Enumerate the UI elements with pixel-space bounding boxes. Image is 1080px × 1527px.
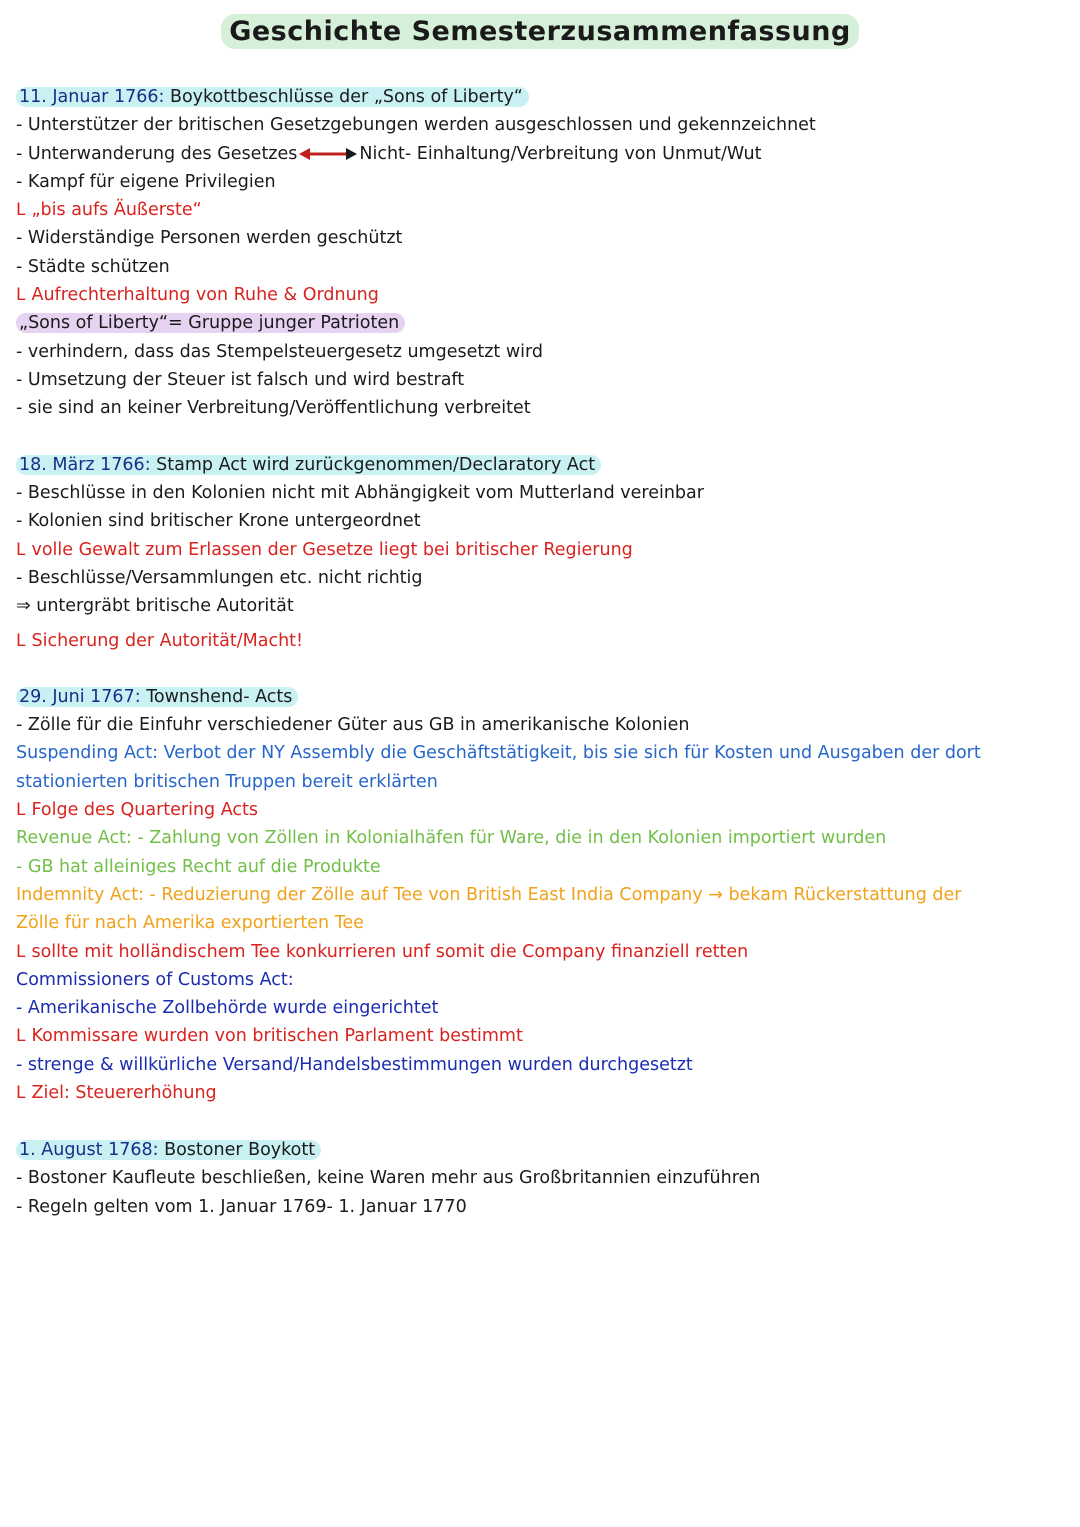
dash-icon: - — [16, 144, 23, 164]
item-text: Folge des Quartering Acts — [31, 800, 258, 820]
indemnity-act-line — [16, 881, 961, 909]
suspending-act-line — [16, 739, 981, 767]
item-text: Sicherung der Autorität/Macht! — [31, 631, 304, 651]
dash-icon: - — [16, 715, 23, 735]
dash-icon: - — [16, 172, 23, 192]
item-text: untergräbt britische Autorität — [36, 596, 294, 616]
section-4-heading: Bostoner Boykott — [164, 1140, 316, 1160]
item-text: - Amerikanische Zollbehörde wurde eingerichtet — [16, 998, 439, 1018]
item-text: Beschlüsse in den Kolonien nicht mit Abhängigkeit vom Mutterland vereinbar — [27, 483, 704, 503]
dash-icon: - — [16, 483, 23, 503]
revenue-act-line — [16, 853, 381, 881]
item-text: volle Gewalt zum Erlassen der Gesetze liegt bei britischer Regierung — [31, 540, 633, 560]
item-text: „Sons of Liberty“= Gruppe junger Patrioten — [16, 313, 405, 333]
list-item — [16, 1079, 217, 1107]
dash-icon: - — [16, 511, 23, 531]
dash-icon: - — [16, 1168, 23, 1188]
list-item — [16, 224, 402, 252]
item-text: stationierten britischen Truppen bereit erklärten — [16, 772, 438, 792]
dash-icon: - — [16, 568, 23, 588]
item-text: Unterwanderung des Gesetzes — [27, 144, 298, 164]
customs-act-line — [16, 1051, 693, 1079]
section-1-heading: Boykottbeschlüsse der „Sons of Liberty“ — [169, 87, 523, 107]
section-3-header — [16, 683, 298, 711]
item-text: - GB hat alleiniges Recht auf die Produkte — [16, 857, 381, 877]
dash-icon: - — [16, 115, 23, 135]
indemnity-act-line — [16, 909, 364, 937]
section-4-highlight — [16, 1140, 321, 1160]
item-text: Indemnity Act: - Reduzierung der Zölle auf Tee von British East India Company — [16, 885, 703, 905]
item-text: Aufrechterhaltung von Ruhe & Ordnung — [31, 285, 379, 305]
corner-arrow-icon: L — [16, 631, 26, 651]
item-text: Ziel: Steuererhöhung — [31, 1083, 217, 1103]
section-3-date: 29. Juni 1767: — [19, 687, 141, 707]
list-item — [16, 281, 379, 309]
section-3-highlight — [16, 687, 298, 707]
customs-act-line — [16, 994, 438, 1022]
section-2-highlight — [16, 455, 601, 475]
section-2-header — [16, 451, 601, 479]
corner-arrow-icon: L — [16, 942, 26, 962]
double-arrow-icon — [299, 147, 357, 161]
corner-arrow-icon: L — [16, 285, 26, 305]
item-text: Umsetzung der Steuer ist falsch und wird bestraft — [27, 370, 465, 390]
item-text: Commissioners of Customs Act: — [16, 970, 294, 990]
item-text: verhindern, dass das Stempelsteuergesetz umgesetzt wird — [27, 342, 544, 362]
dash-icon: - — [16, 257, 23, 277]
item-text: Nicht- Einhaltung/Verbreitung von Unmut/Wut — [359, 144, 762, 164]
revenue-act-line — [16, 824, 886, 852]
list-item — [16, 253, 170, 281]
page-title: Geschichte Semesterzusammenfassung — [221, 14, 859, 49]
item-text: Zölle für die Einfuhr verschiedener Güter aus GB in amerikanische Kolonien — [27, 715, 690, 735]
list-item — [16, 1022, 523, 1050]
item-text: Widerständige Personen werden geschützt — [27, 228, 403, 248]
dash-icon: - — [16, 398, 23, 418]
item-text: Kommissare wurden von britischen Parlament bestimmt — [31, 1026, 523, 1046]
item-text: Städte schützen — [27, 257, 170, 277]
corner-arrow-icon: L — [16, 800, 26, 820]
corner-arrow-icon: L — [16, 540, 26, 560]
list-item — [16, 479, 704, 507]
implies-icon: ⇒ — [16, 596, 31, 616]
item-text: Kampf für eigene Privilegien — [27, 172, 276, 192]
list-item — [16, 140, 762, 168]
item-text: Revenue Act: - Zahlung von Zöllen in Kolonialhäfen für Ware, die in den Kolonien importiert wurden — [16, 828, 887, 848]
item-text: „bis aufs Äußerste“ — [31, 200, 202, 220]
list-item — [16, 1193, 467, 1221]
item-text: Unterstützer der britischen Gesetzgebungen werden ausgeschlossen und gekennzeichnet — [27, 115, 816, 135]
list-item — [16, 796, 258, 824]
item-text: Zölle für nach Amerika exportierten Tee — [16, 913, 364, 933]
list-item — [16, 592, 294, 620]
list-item — [16, 627, 303, 655]
section-1-date: 11. Januar 1766: — [19, 87, 165, 107]
corner-arrow-icon: L — [16, 200, 26, 220]
item-text: Suspending Act: Verbot der NY Assembly die Geschäftstätigkeit, bis sie sich für Kosten und Ausgaben der dort — [16, 743, 981, 763]
section-4-header — [16, 1136, 321, 1164]
section-2-heading: Stamp Act wird zurückgenommen/Declaratory Act — [156, 455, 596, 475]
dash-icon: - — [16, 228, 23, 248]
list-item — [16, 196, 202, 224]
section-1-header — [16, 83, 529, 111]
right-arrow-icon: → — [708, 885, 723, 905]
list-item — [16, 711, 689, 739]
list-item — [16, 366, 464, 394]
title-container — [0, 14, 1080, 49]
list-item — [16, 938, 748, 966]
dash-icon: - — [16, 370, 23, 390]
list-item — [16, 507, 421, 535]
dash-icon: - — [16, 342, 23, 362]
list-item — [16, 564, 423, 592]
list-item — [16, 394, 531, 422]
customs-act-line — [16, 966, 294, 994]
list-item — [16, 168, 276, 196]
list-item — [16, 1164, 760, 1192]
item-text: sie sind an keiner Verbreitung/Veröffentlichung verbreitet — [27, 398, 531, 418]
section-3-heading: Townshend- Acts — [146, 687, 293, 707]
item-text: bekam Rückerstattung der — [728, 885, 962, 905]
section-2-date: 18. März 1766: — [19, 455, 151, 475]
item-text: - strenge & willkürliche Versand/Handelsbestimmungen wurden durchgesetzt — [16, 1055, 693, 1075]
corner-arrow-icon: L — [16, 1083, 26, 1103]
item-text: Beschlüsse/Versammlungen etc. nicht richtig — [27, 568, 423, 588]
dash-icon: - — [16, 1197, 23, 1217]
item-text: sollte mit holländischem Tee konkurrieren unf somit die Company finanziell retten — [31, 942, 749, 962]
list-item — [16, 536, 633, 564]
list-item — [16, 111, 816, 139]
list-item — [16, 338, 543, 366]
suspending-act-line — [16, 768, 438, 796]
item-text: Bostoner Kaufleute beschließen, keine Waren mehr aus Großbritannien einzuführen — [27, 1168, 761, 1188]
section-1-highlight — [16, 87, 529, 107]
definition-line — [16, 309, 405, 337]
item-text: Regeln gelten vom 1. Januar 1769- 1. Januar 1770 — [27, 1197, 467, 1217]
item-text: Kolonien sind britischer Krone untergeordnet — [27, 511, 421, 531]
corner-arrow-icon: L — [16, 1026, 26, 1046]
section-4-date: 1. August 1768: — [19, 1140, 159, 1160]
